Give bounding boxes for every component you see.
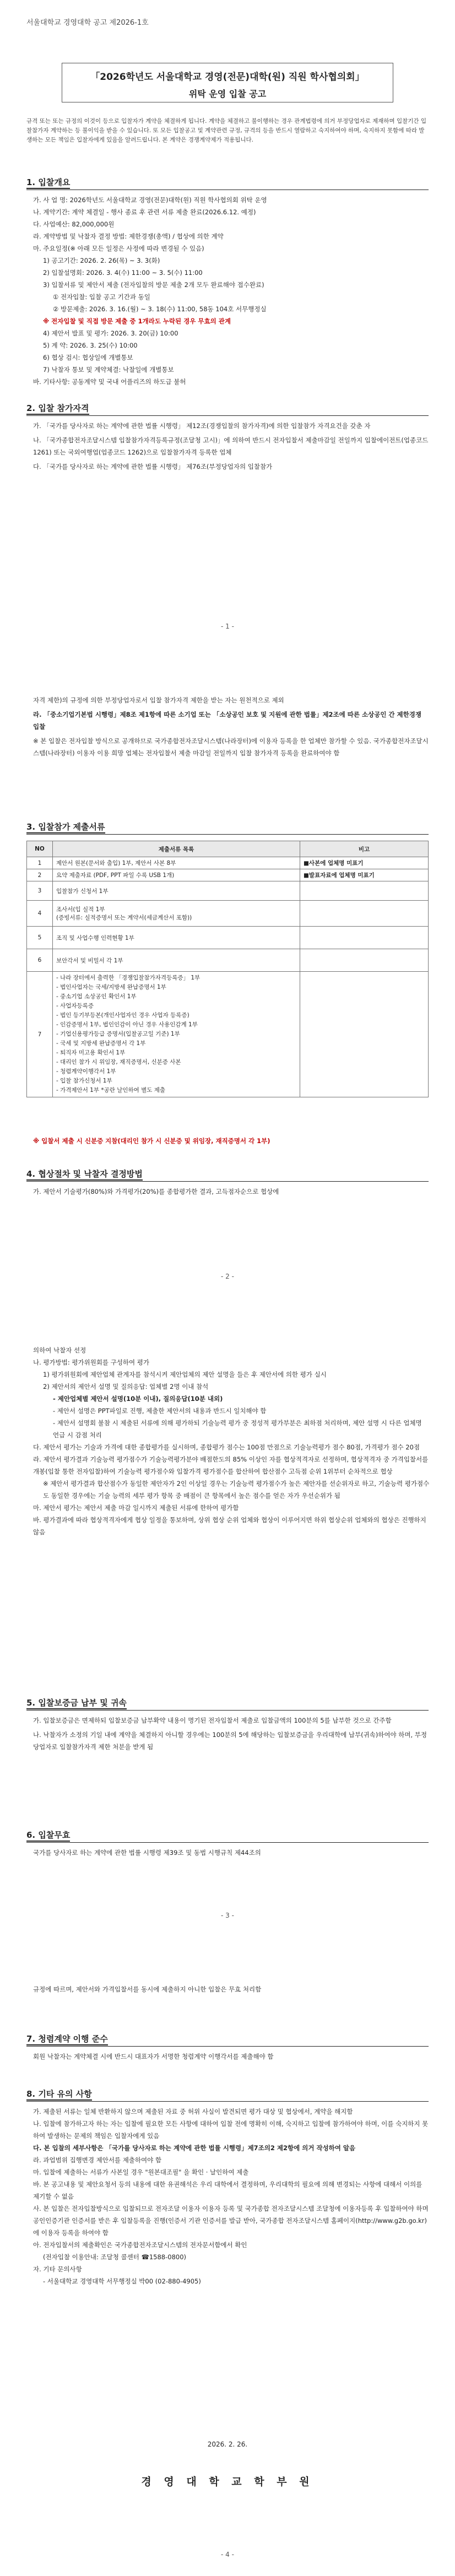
list-item: 바. 기타사항: 공동계약 및 국내 어플리즈의 하도급 불허	[33, 378, 186, 386]
list-item: 나. 낙찰자가 소정의 기일 내에 계약을 체결하지 아니할 경우에는 100분의 5에 해당하는 입찰보증금을 우리대학에 납부(귀속)하여야 하며, 부정당업자로 입찰참가자격 제한 처분을 받게 됨	[33, 1731, 427, 1751]
section-5-title: 5. 입찰보증금 납부 및 귀속	[26, 1697, 127, 1708]
list-item: - 제안서 설명회 불참 시 제출된 서류에 의해 평가하되 기술능력 평가 중 정성적 평가부분은 최하점 처리하며, 제안 설명 시 다른 업체명 언급 시 감점 처리	[53, 1419, 422, 1439]
column-header-list: 제출서류 목록	[53, 841, 300, 857]
list-item: ※ 제안서 평가결과 합산점수가 동일한 제안자가 2인 이상일 경우는 기술능력 평가점수가 높은 제안자를 선순위자로 하고, 기술능력 평가점수도 동일한 경우에는 기술 능력의 세부 평가 항목 중 배점이 큰 항목에서 높은 점수를 얻은 자가 우선순위가 됨	[43, 1480, 430, 1500]
section-1-title: 1. 입찰개요	[26, 176, 70, 188]
section-6-list	[33, 1847, 430, 1859]
list-item: 6) 협상 검시: 협상일에 개별통보	[43, 354, 133, 361]
table-row	[27, 972, 429, 1097]
cell-doc: 보안각서 및 비밀서 각 1부	[53, 949, 300, 972]
list-item: 다. 사업예산: 82,000,000원	[33, 220, 115, 228]
list-item: 1) 공고기간: 2026. 2. 26(목) ~ 3. 3(화)	[43, 257, 160, 264]
table-row	[27, 857, 429, 869]
divider	[26, 1710, 429, 1711]
list-item: 4) 제안서 발표 및 평가: 2026. 3. 20(금) 10:00	[43, 329, 178, 337]
section-4-list	[33, 1186, 430, 1198]
list-item: 마. 주요일정(※ 아래 모든 일정은 사정에 따라 변경될 수 있음)	[33, 245, 204, 252]
cell-note	[300, 972, 429, 1097]
section-8-title: 8. 기타 유의 사항	[26, 2088, 92, 2099]
list-item: 7) 낙찰자 통보 및 계약체결: 낙찰일에 개별통보	[43, 366, 174, 374]
title-line-1: 「2026학년도 서울대학교 경영(전문)대학(원) 직원 학사협의회」	[90, 72, 365, 83]
cell-note: ■사본에 업체명 미표기	[300, 857, 429, 869]
section-2-list	[33, 420, 430, 473]
list-item: 바. 평가결과에 따라 협상적격자에게 협상 일정을 통보하며, 상위 협상 순위 업체와 협상이 이루어지면 하위 협상순위 업체와의 협상은 진행하지 않음	[33, 1516, 426, 1536]
intro-paragraph: 규격 또는 또는 규정의 이것이 등으로 입찰자가 계약을 체결하게 됩니다. 계약을 체결하고 불이행하는 경우 관계법령에 의거 부정당업자로 제재하며 입찰기간 입찰참가자 계약하는 등 불이익을 받을 수 있습니다. 또 모든 입찰공고 및 계약관련 규정, 규격의 등을 반드시 열람하고 숙지하여야 하며, 숙지하지 못함에 따라 발생하는 모든 책임은 입찰자에게 있음을 알려드립니다. 본 계약은 경쟁계약제가 적용됩니다.	[26, 118, 427, 143]
document-page-4	[0, 1950, 455, 2576]
list-item: 마. 제안서 평가는 제안서 제출 마감 일시까지 제출된 서류에 한하여 평가함	[33, 1504, 239, 1512]
cell-note	[300, 927, 429, 949]
list-item: 2) 입찰설명회: 2026. 3. 4(수) 11:00 ~ 3. 5(수) 11:00	[43, 269, 203, 277]
list-item: 나. 계약기간: 계약 체결일 - 행사 종료 후 관련 서류 제출 완료(2026.6.12. 예정)	[33, 208, 256, 216]
table-row	[27, 881, 429, 901]
document-page-1	[0, 0, 455, 661]
table-row	[27, 927, 429, 949]
document-page-2	[0, 661, 455, 1311]
list-item: 나. 「국가종합전자조달시스템 입찰참가자격등록규정(조달청 고시)」에 의하여 반드시 전자입찰서 제출마감일 전일까지 입찰에이전트(업종코드 1261) 또는 국외여행업(업종코드 1262)으로 입찰참가자격 등록한 업체	[33, 436, 429, 456]
divider	[26, 2046, 429, 2047]
section-7-title: 7. 청렴계약 이행 준수	[26, 2033, 108, 2044]
page-number: - 3 -	[221, 1912, 234, 1919]
table-row	[27, 869, 429, 881]
list-item: 마. 입찰에 제출하는 서류가 사본일 경우 "원본대조필" 을 확인 · 날인하여 제출	[33, 2168, 249, 2176]
section-6-title: 6. 입찰무효	[26, 1829, 70, 1841]
list-item: 다. 본 입찰의 세부사항은 「국가를 당사자로 하는 계약에 관한 법률 시행령」제7조의2 제2항에 의거 작성하여 알음	[33, 2144, 356, 2152]
page-number: - 4 -	[221, 2551, 234, 2558]
column-header-note: 비고	[300, 841, 429, 857]
list-item: 가. 「국가를 당사자로 하는 계약에 관한 법률 시행령」 제12조(경쟁입찰의 참가자격)에 의한 입찰참가 자격요건을 갖춘 자	[33, 422, 371, 430]
list-item: 의하여 낙찰자 선정	[33, 1346, 86, 1354]
cell-note	[300, 881, 429, 901]
documents-table	[26, 841, 429, 1097]
table-header-row	[27, 841, 429, 857]
title-box	[62, 63, 393, 102]
list-item: 라. 제안서 평가결과 기술능력 평가점수가 기술능력평가분야 배점한도의 85% 이상인 자를 협상적격자로 선정하며, 협상적격자 중 가격입찰서를 개봉(입찰 통한 전자입찰)하여 기술능력 평가점수와 입찰가격 평가점수를 합산하여 합산점수 고득점 순위 1위부터 순차적으로 협상	[33, 1455, 429, 1475]
section-7-list	[33, 2050, 430, 2063]
list-item: (전자입찰 이용안내: 조달청 콜센터 ☎1588-0800)	[43, 2253, 187, 2261]
list-item: 가. 제안서 기술평가(80%)와 가격평가(20%)를 종합평가한 결과, 고득점자순으로 협상에	[33, 1188, 279, 1195]
divider	[26, 1181, 429, 1182]
list-item: 라. 계약방법 및 낙찰자 결정 방법: 제한경쟁(총액) / 협상에 의한 계약	[33, 232, 224, 240]
issuing-organization: 경 영 대 학 교 학 부 원	[141, 2476, 314, 2488]
list-item: 가. 제출된 서류는 일체 반환하지 않으며 제출된 자료 중 허위 사실이 발견되면 평가 대상 및 협상에서, 계약을 해지함	[33, 2108, 353, 2115]
table-row	[27, 901, 429, 927]
cell-no: 5	[27, 927, 53, 949]
cell-no: 2	[27, 869, 53, 881]
list-item: - 제안업체별 제안서 설명(10분 이내), 질의응답(10분 내외)	[53, 1395, 223, 1403]
warning-note: ※ 전자입찰 및 직접 방문 제출 중 1개라도 누락된 경우 무효의 관계	[43, 317, 231, 325]
list-item: 바. 본 공고내용 및 제안요청서 등의 내용에 대한 유권해석은 우리 대학에서 결정하며, 우리대학의 필요에 의해 변경되는 사항에 대해서 이의를 제기할 수 없음	[33, 2180, 422, 2200]
list-item: 다. 제안서 평가는 기술과 가격에 대한 종합평가를 실시하며, 종합평가 점수는 100점 만점으로 기술능력평가 점수 80점, 가격평가 점수 20점	[33, 1443, 420, 1451]
list-item: 다. 「국가를 당사자로 하는 계약에 관한 법률 시행령」 제76조(부정당업자의 입찰참가	[33, 463, 273, 470]
list-item: 가. 입찰보증금은 면제하되 입찰보증금 납부확약 내용이 명기된 전자입찰서 제출로 입찰금액의 100분의 5를 납부한 것으로 간주함	[33, 1717, 392, 1724]
cell-doc: - 나라 장터에서 출력한 「경쟁입찰참가자격등록증」 1부 - 법인사업자는 국세/지방세 완납증명서 1부 - 중소기업 소상공인 확인서 1부 - 사업자등록증 - 법인 등기부등본(개인사업자인 경우 사업자 등록증) - 인감증명서 1부, 법인인감이 아닌 경우 사용인감계 1부 - 기업신용평가등급 증명서(입찰공고일 기준) 1부 - 국세 및 지방세 완납증명서 각 1부 - 퇴직자 미고용 확인서 1부 - 대리인 참가 시 위임장, 재직증명서, 신분증 사본 - 청렴계약이행각서 1부 - 입찰 참가신청서 1부 - 가격제안서 1부 *공란 날인하여 별도 제출	[53, 972, 300, 1097]
cell-doc: 입찰참가 신청서 1부	[53, 881, 300, 901]
cell-no: 6	[27, 949, 53, 972]
cell-doc: 조직 및 사업수행 인력현황 1부	[53, 927, 300, 949]
cell-note	[300, 949, 429, 972]
cell-note: ■발표자료에 업체명 미표기	[300, 869, 429, 881]
list-item: 라. 과업범위 집행변경 제안서를 제출하여야 함	[33, 2156, 162, 2164]
table-row	[27, 949, 429, 972]
section-8-list	[33, 2106, 430, 2287]
list-item: 1) 평가위원회에 제안업체 관계자를 참석시켜 제안업체의 제안 설명을 들은 후 제안서에 의한 평가 실시	[43, 1371, 327, 1378]
page-number: - 1 -	[221, 623, 234, 630]
cell-note	[300, 901, 429, 927]
section-4-continued	[33, 1344, 430, 1538]
list-item: ※ 본 입찰은 전자입찰 방식으로 공개하므로 국가종합전자조달시스템(나라장터)에 이용자 등록을 한 업체만 참가할 수 있음. 국가종합전자조달시스템(나라장터) 이용자 이용 희망 업체는 전자입찰서 제출 마감일 전일까지 입찰 참가자격 등록을 완료하여야 함	[33, 737, 429, 757]
list-item: 5) 계 약: 2026. 3. 25(수) 10:00	[43, 342, 138, 349]
list-item: 나. 입찰에 참가하고자 하는 자는 입찰에 필요한 모든 사항에 대하여 입찰 전에 명확히 이해, 숙지하고 입찰에 참가하여야 하며, 이를 숙지하지 못하여 발생하는 문제의 책임은 입찰자에게 있음	[33, 2120, 429, 2140]
list-item: 사. 본 입찰은 전자입찰방식으로 입찰되므로 전자조달 이용자 이용자 등록 및 국가종합 전자조달시스템 조달청에 이용자등록 후 입찰하여야 하며 공인인증기관 인증서를 받은 후 입찰등록을 진행(인증서 기관 인증서를 발급 받아, 국가종합 전자조달시스템 홈페이지(http://www.g2b.go.kr)에 이용자 등록을 하여야 함	[33, 2205, 429, 2237]
section-4-title: 4. 협상절차 및 낙찰자 결정방법	[26, 1168, 143, 1179]
divider	[26, 2101, 429, 2102]
divider	[26, 415, 429, 416]
section-2-continued	[33, 694, 430, 759]
announcement-date: 2026. 2. 26.	[207, 2440, 248, 2448]
divider	[26, 834, 429, 835]
section-5-list	[33, 1714, 430, 1753]
list-item: ① 전자입찰: 입찰 공고 기간과 동일	[53, 293, 150, 301]
list-item: ② 방문제출: 2026. 3. 16.(월) ~ 3. 18(수) 11:00, 58동 104호 서무행정실	[53, 305, 267, 313]
document-page-3	[0, 1311, 455, 1950]
section-1-list	[33, 194, 430, 388]
cell-no: 4	[27, 901, 53, 927]
list-item: 가. 사 업 명: 2026학년도 서울대학교 경영(전문)대학(원) 직원 학사협의회 위탁 운영	[33, 196, 267, 204]
section-6-continued	[33, 1983, 430, 1995]
section-2-title: 2. 입찰 참가자격	[26, 402, 89, 414]
list-item: 아. 전자입찰서의 제출확인은 국가종합전자조달시스템의 전자문서함에서 확인	[33, 2241, 247, 2249]
list-item: 국가를 당사자로 하는 계약에 관한 법률 시행령 제39조 및 동법 시행규칙 제44조의	[33, 1849, 261, 1857]
doc-number: 서울대학교 경영대학 공고 제2026-1호	[26, 19, 149, 27]
list-item: 2) 제안서의 제안서 설명 및 질의응답: 업체별 2명 이내 참석	[43, 1383, 209, 1390]
cell-doc: 요약 제출자료 (PDF, PPT 파일 수록 USB 1개)	[53, 869, 300, 881]
column-header-no: NO	[27, 841, 53, 857]
list-item: 나. 평가방법: 평가위원회를 구성하여 평가	[33, 1359, 150, 1366]
list-item: - 제안서 설명은 PPT파일로 진행, 제출한 제안서의 내용과 반드시 일치해야 함	[53, 1407, 267, 1415]
list-item: - 서울대학교 경영대학 서무행정실 박00 (02-880-4905)	[43, 2277, 201, 2285]
list-item: 회원 낙찰자는 계약체결 시에 반드시 대표자가 서명한 청렴계약 이행각서를 제출해야 함	[33, 2053, 274, 2060]
title-line-2: 위탁 운영 입찰 공고	[188, 89, 267, 99]
cell-doc: 제안서 원본(문서와 출입) 1부, 제안서 사본 8부	[53, 857, 300, 869]
cell-doc: 조사서(입 실적 1부 (증빙서류: 실적증명서 또는 계약서(세금계산서 포함))	[53, 901, 300, 927]
cell-no: 7	[27, 972, 53, 1097]
list-item: 3) 입찰서류 및 제안서 제출 (전자입찰의 방문 제출 2개 모두 완료해야 접수완료)	[43, 281, 264, 289]
cell-no: 1	[27, 857, 53, 869]
divider	[26, 1842, 429, 1843]
table-note: ※ 입찰서 제출 시 신분증 지참(대리인 참가 시 신분증 및 위임장, 재직증명서 각 1부)	[33, 1137, 270, 1145]
list-item: 자격 제한)의 규정에 의한 부정당업자로서 입찰 참가자격 제한을 받는 자는 원천적으로 제외	[33, 696, 284, 704]
list-item: 규정에 따르며, 제안서와 가격입찰서를 동시에 제출하지 아니한 입찰은 무효 처리함	[33, 1985, 262, 1993]
cell-no: 3	[27, 881, 53, 901]
section-3-title: 3. 입찰참가 제출서류	[26, 821, 105, 832]
list-item: 라. 「중소기업기본법 시행령」제8조 제1항에 따른 소기업 또는 「소상공인 보호 및 지원에 관한 법률」제2조에 따른 소상공인 간 제한경쟁 입찰	[33, 711, 421, 730]
page-number: - 2 -	[221, 1273, 234, 1280]
list-item: 자. 기타 문의사항	[33, 2265, 82, 2273]
